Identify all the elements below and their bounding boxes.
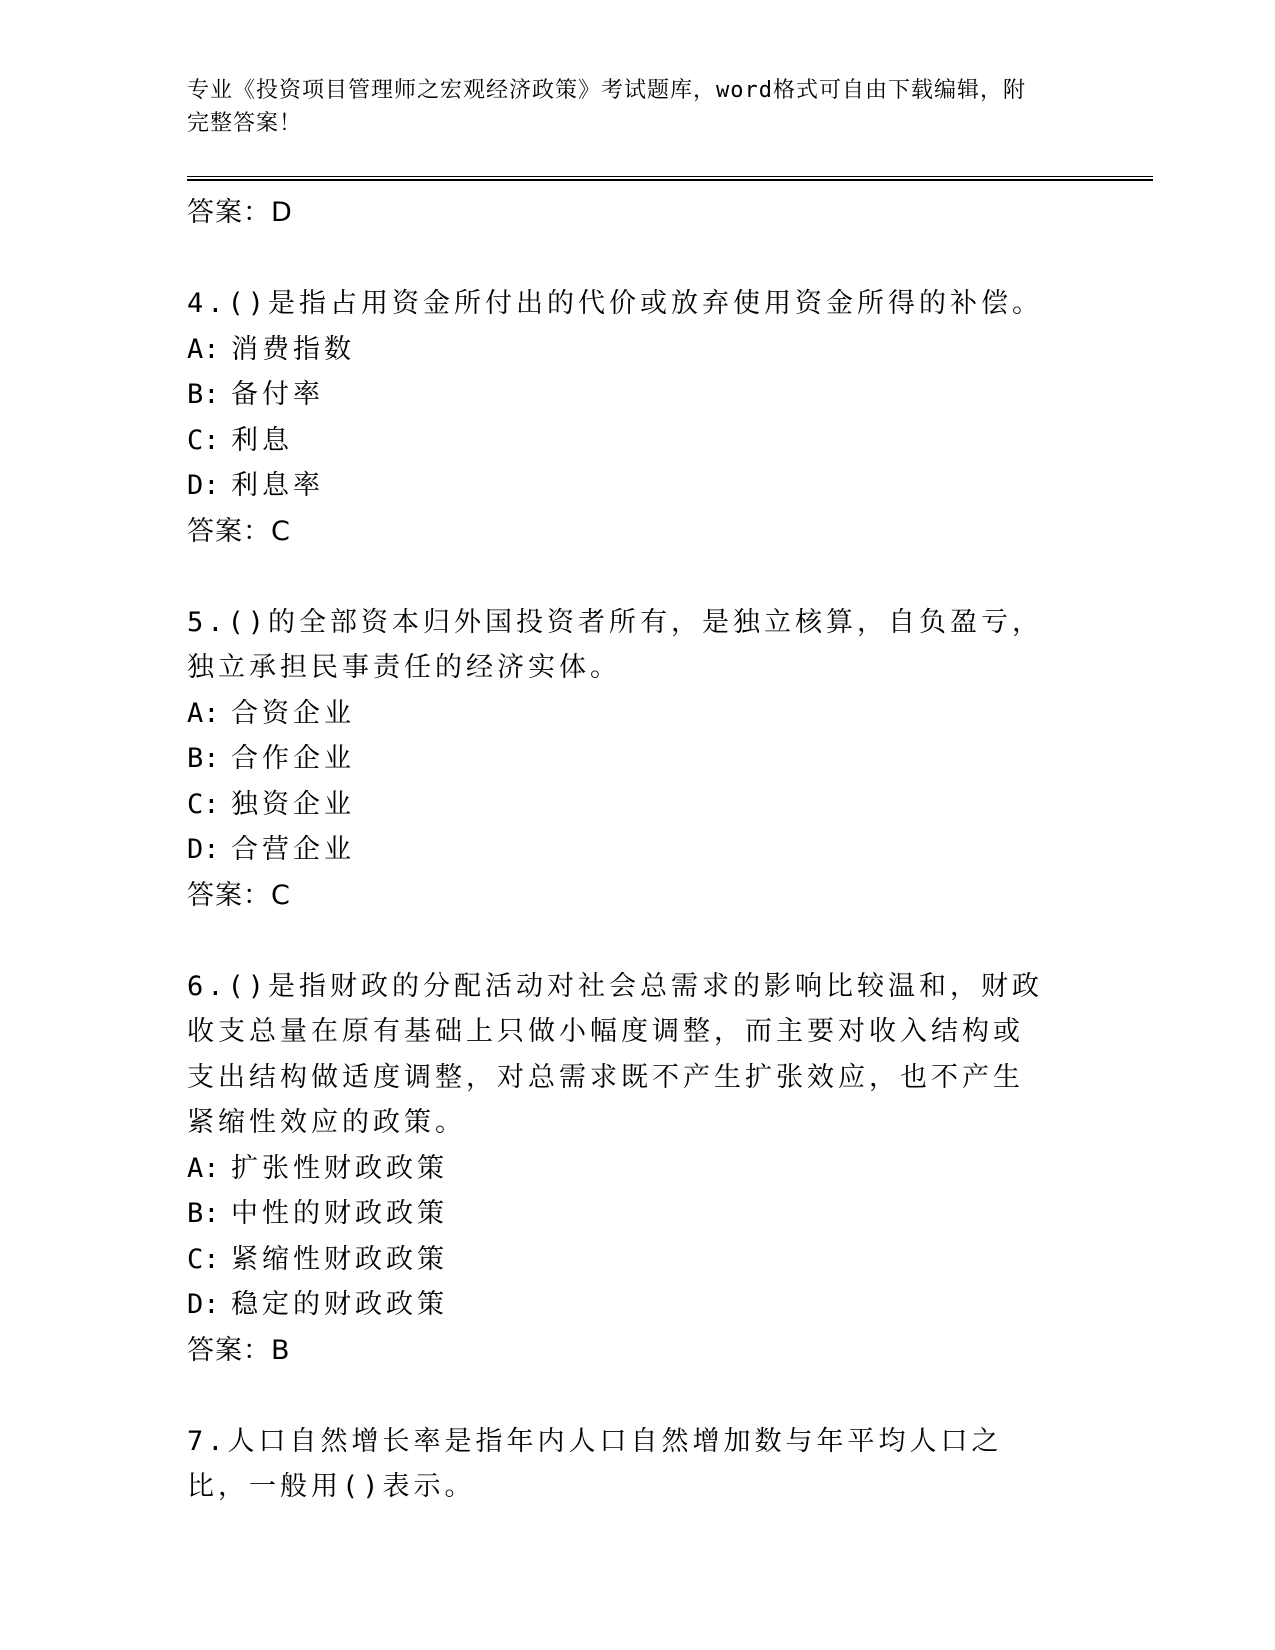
option-text: 合资企业 bbox=[231, 697, 355, 729]
document-header bbox=[187, 74, 1047, 140]
spacer bbox=[187, 1373, 1047, 1419]
option-d bbox=[187, 827, 1047, 873]
answer-label: 答案： bbox=[187, 197, 271, 228]
question-stem: 7.人口自然增长率是指年内人口自然增加数与年平均人口之比，一般用()表示。 bbox=[187, 1425, 1003, 1502]
option-text: 独资企业 bbox=[231, 788, 355, 820]
answer-label: 答案： bbox=[187, 515, 271, 547]
option-text: 中性的财政政策 bbox=[231, 1198, 448, 1229]
option-b bbox=[187, 736, 1047, 782]
option-letter: C: bbox=[187, 424, 220, 456]
answer-value: B bbox=[271, 1334, 291, 1366]
option-text: 合营企业 bbox=[231, 834, 355, 865]
previous-answer bbox=[187, 190, 1047, 235]
option-text: 稳定的财政政策 bbox=[231, 1289, 448, 1320]
option-c bbox=[187, 1237, 1047, 1283]
option-text: 紧缩性财政政策 bbox=[231, 1243, 448, 1275]
question-block bbox=[187, 964, 1047, 1373]
question-stem: 4.()是指占用资金所付出的代价或放弃使用资金所得的补偿。 bbox=[187, 288, 1044, 319]
question-stem: 5.()的全部资本归外国投资者所有，是独立核算，自负盈亏，独立承担民事责任的经济实体。 bbox=[187, 606, 1044, 683]
option-text: 合作企业 bbox=[231, 743, 355, 774]
header-text: 专业《投资项目管理师之宏观经济政策》考试题库，word格式可自由下载编辑，附完整答案！ bbox=[187, 78, 1026, 136]
option-letter: A: bbox=[187, 333, 220, 365]
option-text: 消费指数 bbox=[231, 333, 355, 365]
question-answer bbox=[187, 873, 1047, 918]
option-b bbox=[187, 372, 1047, 418]
option-text: 利息 bbox=[231, 424, 293, 456]
option-letter: A: bbox=[187, 1152, 220, 1184]
option-d bbox=[187, 463, 1047, 509]
option-letter: C: bbox=[187, 788, 220, 820]
question-stem: 6.()是指财政的分配活动对社会总需求的影响比较温和，财政收支总量在原有基础上只做小幅度调整，而主要对收入结构或支出结构做适度调整，对总需求既不产生扩张效应，也不产生紧缩性效应的政策。 bbox=[187, 970, 1044, 1138]
option-letter: D: bbox=[187, 834, 220, 865]
answer-value: D bbox=[271, 197, 293, 228]
question-block bbox=[187, 281, 1047, 554]
question-answer bbox=[187, 1328, 1047, 1373]
option-letter: D: bbox=[187, 1289, 220, 1320]
option-letter: B: bbox=[187, 379, 220, 410]
spacer bbox=[187, 918, 1047, 964]
option-b bbox=[187, 1191, 1047, 1237]
option-a bbox=[187, 691, 1047, 737]
option-c bbox=[187, 418, 1047, 464]
spacer bbox=[187, 235, 1047, 281]
option-letter: B: bbox=[187, 743, 220, 774]
option-letter: C: bbox=[187, 1243, 220, 1275]
answer-label: 答案： bbox=[187, 1334, 271, 1366]
option-text: 备付率 bbox=[231, 379, 324, 410]
answer-value: C bbox=[271, 515, 291, 547]
option-letter: B: bbox=[187, 1198, 220, 1229]
header-divider bbox=[187, 176, 1153, 181]
option-letter: D: bbox=[187, 470, 220, 501]
answer-value: C bbox=[271, 879, 291, 911]
option-d bbox=[187, 1282, 1047, 1328]
question-block bbox=[187, 1419, 1047, 1510]
option-text: 扩张性财政政策 bbox=[231, 1152, 448, 1184]
spacer bbox=[187, 554, 1047, 600]
question-list bbox=[187, 190, 1047, 1510]
question-answer bbox=[187, 509, 1047, 554]
option-c bbox=[187, 782, 1047, 828]
option-a bbox=[187, 327, 1047, 373]
option-text: 利息率 bbox=[231, 470, 324, 501]
answer-label: 答案： bbox=[187, 879, 271, 911]
option-a bbox=[187, 1146, 1047, 1192]
question-block bbox=[187, 600, 1047, 918]
option-letter: A: bbox=[187, 697, 220, 729]
